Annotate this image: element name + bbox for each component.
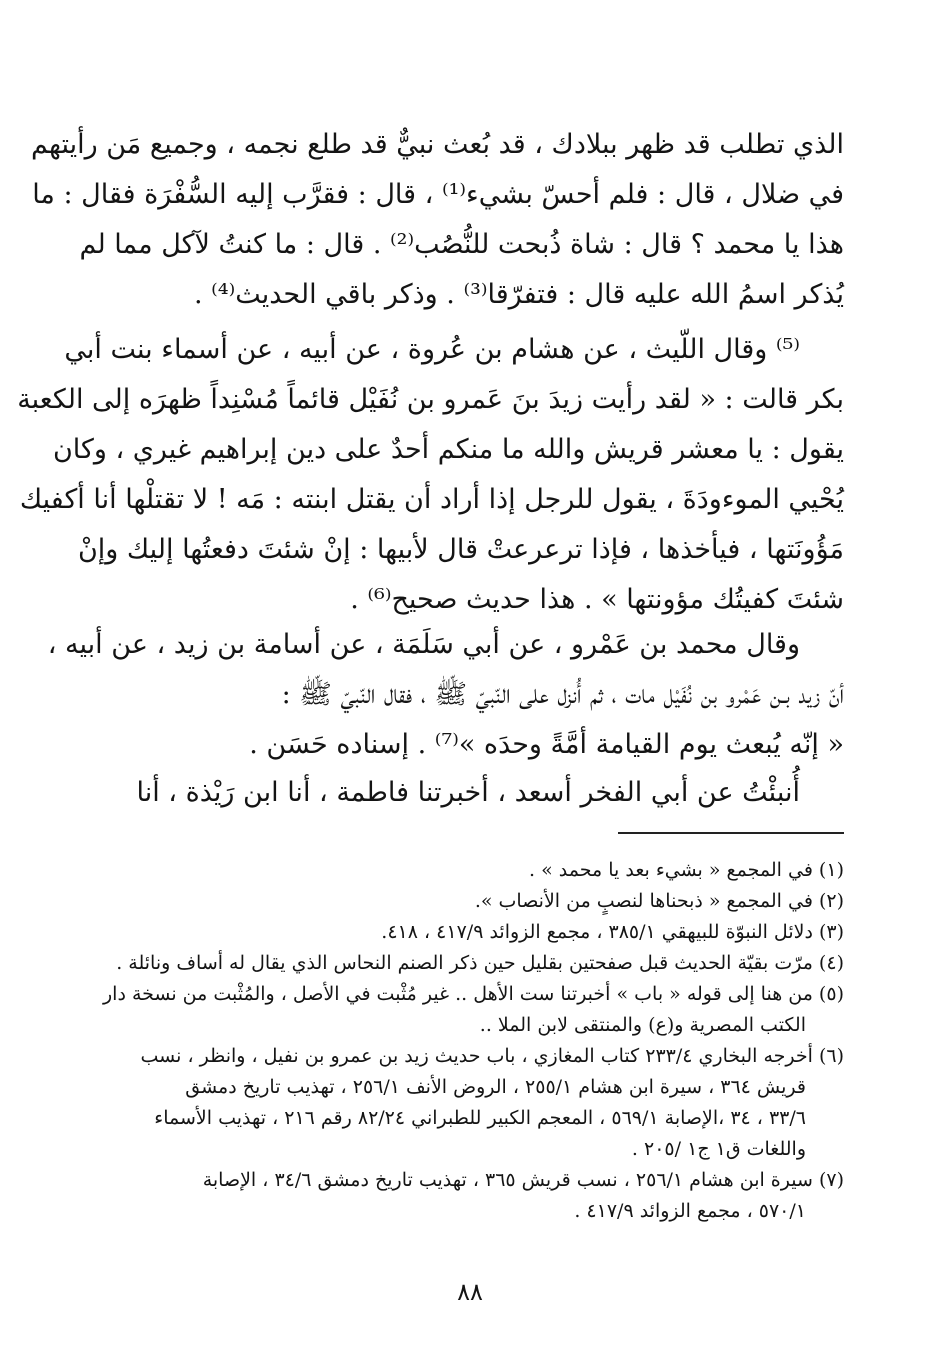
text-line: الذي تطلب قد ظهر ببلادك ، قد بُعث نبيٌّ قد طلع نجمه ، وجميع مَن رأيتهم — [31, 129, 844, 160]
text-line: أُنبئْتُ عن أبي الفخر أسعد ، أخبرتنا فاطمة ، أنا ابن رَيْذة ، أنا — [136, 777, 800, 808]
paragraph-4 — [128, 768, 844, 818]
text-line: بكر قالت : « لقد رأيت زيدَ بنَ عَمرو بن نُفَيْل قائماً مُسْنِداً ظهرَه إلى الكعبة — [17, 384, 844, 415]
footnote-6: (٦) أخرجه البخاري ٢٣٣/٤ كتاب المغازي ، باب حديث زيد بن عمرو بن نفيل ، وانظر ، نسب — [140, 1045, 844, 1067]
text-line: يقول : يا معشر قريش والله ما منكم أحدٌ على دين إبراهيم غيري ، وكان — [52, 434, 844, 465]
paragraph-2 — [17, 325, 844, 625]
footnote-1: (١) في المجمع « بشيء بعد يا محمد » . — [529, 859, 844, 881]
page-number: ٨٨ — [457, 1278, 483, 1306]
footnote-4: (٤) مرّت بقيّة الحديث قبل صفحتين بقليل حين ذكر الصنم النحاس الذي يقال له أساف ونائلة . — [116, 952, 844, 974]
footnote-6-cont: ٣٣/٦ ، ٣٤ ،الإصابة ٥٦٩/١ ، المعجم الكبير للطبراني ٨٢/٢٤ رقم ٢١٦ ، تهذيب الأسماء — [154, 1107, 806, 1129]
text-line: يُذكر اسمُ الله عليه قال : فتفرّقا⁽³⁾ . وذكر باقي الحديث⁽⁴⁾ . — [193, 279, 844, 310]
footnote-5-cont: الكتب المصرية و(ع) والمنتقى لابن الملا .. — [479, 1014, 806, 1036]
footnote-5: (٥) من هنا إلى قوله « باب » أخبرتنا ست الأهل .. غير مُثْبت في الأصل ، والمُثْبت من نسخة دار — [103, 983, 844, 1005]
text-line: هذا يا محمد ؟ قال : شاة ذُبحت للنُّصُب⁽²⁾ . قال : ما كنتُ لآكل مما لم — [79, 229, 844, 260]
footnote-6-cont: قريش ٣٦٤ ، سيرة ابن هشام ٢٥٥/١ ، الروض الأنف ٢٥٦/١ ، تهذيب تاريخ دمشق — [185, 1076, 806, 1098]
footnote-6-cont: واللغات ق١ ج١ /٢٠٥ . — [631, 1138, 806, 1160]
footnote-2: (٢) في المجمع « ذبحناها لنصبٍ من الأنصاب ». — [474, 890, 844, 912]
text-line: شئتَ كفيتُك مؤونتها » . هذا حديث صحيح⁽⁶⁾ . — [350, 584, 844, 615]
paragraph-1 — [31, 120, 844, 320]
text-line: « إنّه يُبعث يوم القيامة أمَّةً وحدَه »⁽⁷⁾ . إسناده حَسَن . — [249, 729, 844, 760]
footnote-7-cont: ٥٧٠/١ ، مجمع الزوائد ٤١٧/٩ . — [574, 1200, 806, 1222]
text-line: مَؤُونَتها ، فيأخذها ، فإذا ترعرعتْ قال لأبيها : إنْ شئتَ دفعتُها إليك وإنْ — [77, 534, 844, 565]
text-line: أنّ زيد بـن عَمْرو بن نُفَيْل مات ، ثم أُنزل على النّبيّ ﷺ ، فقال النّبيّ ﷺ : — [281, 679, 844, 710]
paragraph-3 — [47, 620, 844, 770]
footnotes — [103, 855, 844, 1227]
footnote-divider — [618, 832, 844, 834]
text-line: يُحْيي الموءودَةَ ، يقول للرجل إذا أراد أن يقتل ابنته : مَه ! لا تقتلْها أنا أكفيك — [19, 484, 844, 515]
footnote-7: (٧) سيرة ابن هشام ٢٥٦/١ ، نسب قريش ٣٦٥ ، تهذيب تاريخ دمشق ٣٤/٦ ، الإصابة — [202, 1169, 844, 1191]
text-line: ⁽⁵⁾ وقال اللّيث ، عن هشام بن عُروة ، عن أبيه ، عن أسماء بنت أبي — [64, 334, 800, 365]
text-line: وقال محمد بن عَمْرو ، عن أبي سَلَمَة ، عن أسامة بن زيد ، عن أبيه ، — [47, 629, 800, 660]
text-line: في ضلال ، قال : فلم أحسّ بشيء⁽¹⁾ ، قال : فقرَّب إليه السُّفْرَة فقال : ما — [32, 179, 844, 210]
footnote-3: (٣) دلائل النبوّة للبيهقي ٣٨٥/١ ، مجمع الزوائد ٤١٧/٩ ، ٤١٨. — [381, 921, 844, 943]
